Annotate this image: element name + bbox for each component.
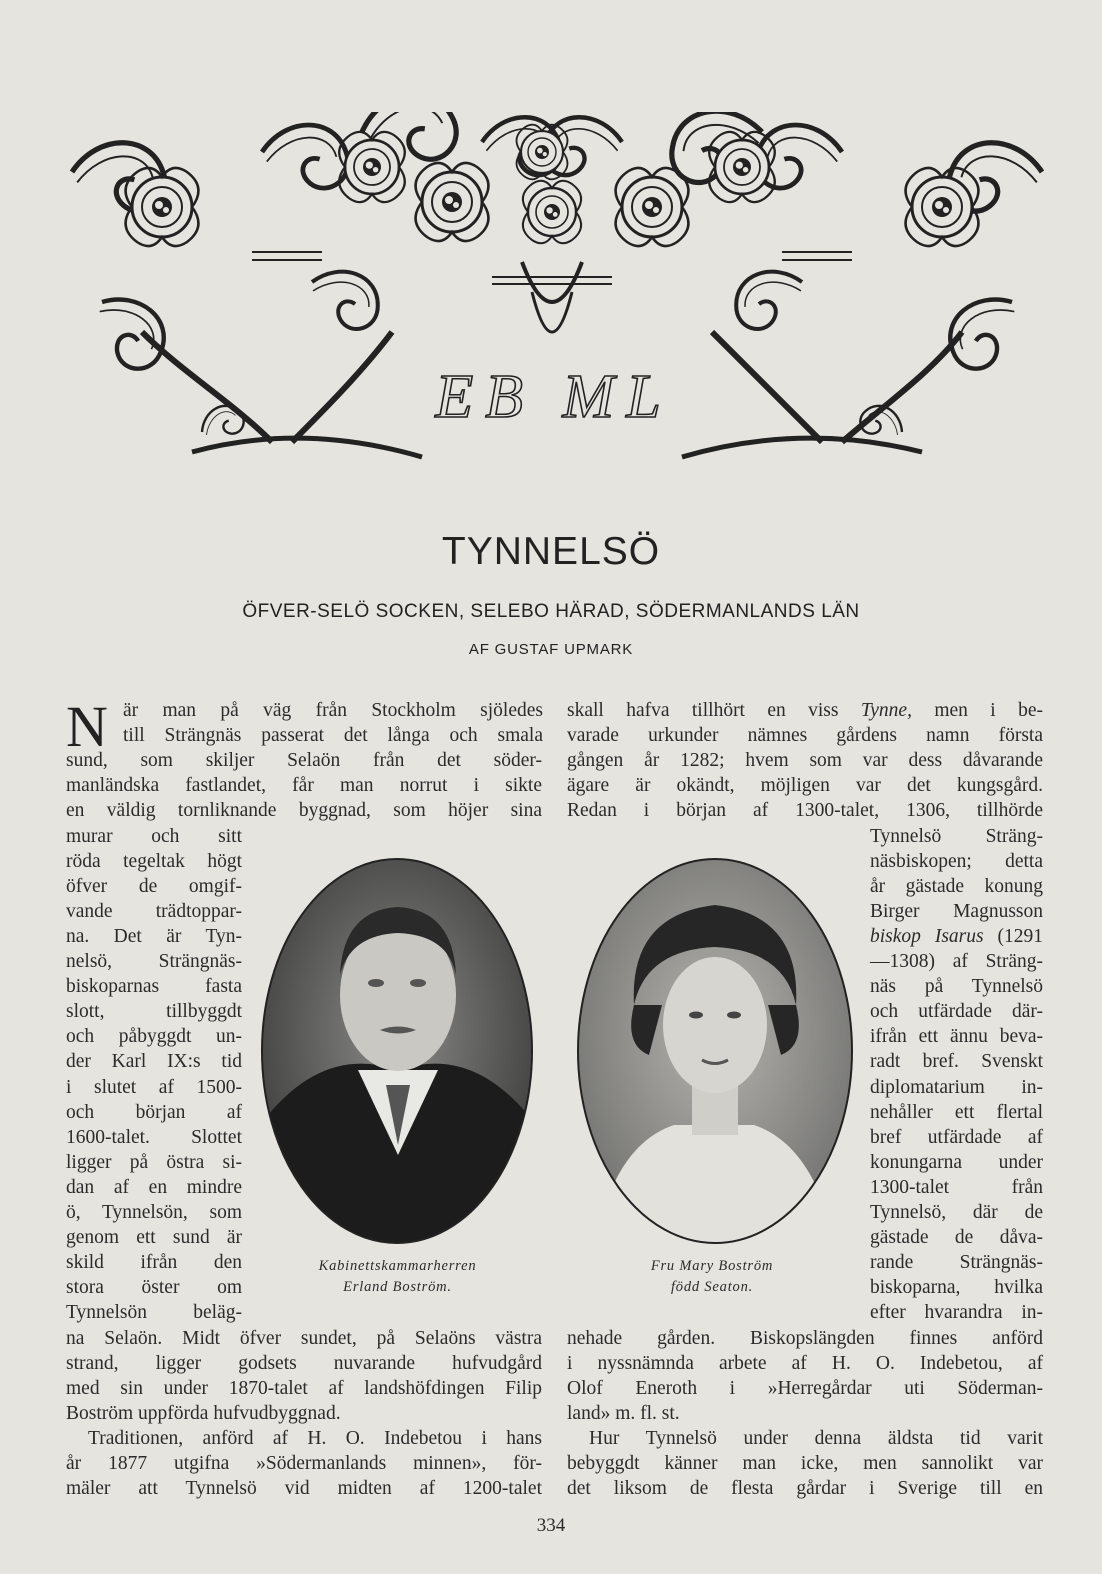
left-column-line: en väldig tornliknande byggnad, som höjer sina bbox=[66, 800, 542, 822]
caption-left-line-1: Kabinettskammarherren bbox=[318, 1258, 477, 1274]
right-column-line: radt bref. Svenskt bbox=[870, 1051, 1043, 1073]
ornamental-header bbox=[62, 112, 1046, 472]
left-column-line: år 1877 utgifna »Södermanlands minnen», för- bbox=[66, 1453, 542, 1474]
left-column-line: i slutet af 1500- bbox=[66, 1076, 242, 1098]
right-column-line: biskop Isarus (1291 bbox=[870, 925, 1044, 947]
right-column-line: och utfärdade där- bbox=[870, 1001, 1043, 1023]
caption-left bbox=[290, 1256, 505, 1298]
right-column-line: Tynnelsö Sträng- bbox=[870, 825, 1043, 847]
caption-right bbox=[612, 1256, 812, 1298]
right-column-line: Hur Tynnelsö under denna äldsta tid varit bbox=[589, 1427, 1043, 1449]
right-column-line: ifrån ett ännu beva- bbox=[870, 1026, 1043, 1048]
right-column-line: Redan i början af 1300-talet, 1306, tillhörde bbox=[567, 800, 1043, 822]
left-column-line: strand, ligger godsets nuvarande hufvudgård bbox=[66, 1352, 542, 1374]
left-column-line: med sin under 1870-talet af landshöfdingen Filip bbox=[66, 1377, 542, 1399]
left-column-line: till Strängnäs passerat det långa och smala bbox=[123, 725, 543, 747]
left-column-line: Tynnelsön beläg- bbox=[66, 1302, 242, 1324]
left-column-line: nelsö, Strängnäs- bbox=[66, 951, 242, 972]
caption-left-line-2: Erland Boström. bbox=[343, 1279, 452, 1295]
right-column-line: näsbiskopen; detta bbox=[870, 850, 1043, 872]
byline: AF GUSTAF UPMARK bbox=[468, 641, 634, 658]
left-column-line: 1600-talet. Slottet bbox=[66, 1126, 242, 1148]
left-column-line: slott, tillbyggdt bbox=[66, 1001, 242, 1023]
left-column-line: der Karl IX:s tid bbox=[66, 1051, 242, 1073]
left-column-line: na Selaön. Midt öfver sundet, på Selaöns västra bbox=[66, 1327, 542, 1349]
left-column-line: na. Det är Tyn- bbox=[66, 925, 242, 947]
right-column-line: gången år 1282; hvem som var dess dåvarande bbox=[567, 750, 1043, 772]
right-column-line: biskoparna, hvilka bbox=[870, 1277, 1043, 1299]
caption-right-line-1: Fru Mary Boström bbox=[650, 1258, 774, 1274]
right-column-line: Birger Magnusson bbox=[870, 900, 1043, 922]
left-column-line: vande trädtoppar- bbox=[66, 900, 242, 922]
right-column-line: bref utfärdade af bbox=[870, 1126, 1043, 1148]
left-column-line: ligger på östra si- bbox=[66, 1151, 242, 1173]
right-column-line: näs på Tynnelsö bbox=[870, 976, 1043, 998]
left-column-line: mäler att Tynnelsö vid midten af 1200-talet bbox=[66, 1478, 542, 1500]
right-column-line: land» m. fl. st. bbox=[567, 1402, 680, 1424]
right-column-line: Olof Eneroth i »Herregårdar uti Söderman- bbox=[567, 1377, 1043, 1399]
right-column-line: i nyssnämnda arbete af H. O. Indebetou, af bbox=[567, 1352, 1043, 1374]
left-column-line: murar och sitt bbox=[66, 825, 242, 847]
right-column-line: —1308) af Sträng- bbox=[870, 951, 1043, 972]
right-column-line: gästade de dåva- bbox=[870, 1227, 1043, 1249]
right-column-line: diplomatarium in- bbox=[870, 1076, 1043, 1098]
right-column-line: ägare är okändt, möjligen var det kungsgård. bbox=[567, 775, 1043, 797]
right-column-line: efter hvarandra in- bbox=[870, 1302, 1043, 1324]
left-column-line: genom ett sund är bbox=[66, 1227, 242, 1249]
left-column-line: Boström uppförda hufvudbyggnad. bbox=[66, 1402, 341, 1424]
left-column-line: manländska fastlandet, får man norrut i sikte bbox=[66, 775, 542, 797]
right-column-line: 1300-talet från bbox=[870, 1176, 1043, 1198]
right-column-line: år gästade konung bbox=[870, 875, 1043, 897]
caption-right-line-2: född Seaton. bbox=[670, 1279, 754, 1295]
left-column-line: dan af en mindre bbox=[66, 1176, 242, 1198]
right-column-line: rande Strängnäs- bbox=[870, 1252, 1043, 1274]
left-column-line: och påbyggdt un- bbox=[66, 1026, 242, 1048]
right-column-line: skall hafva tillhört en viss Tynne, men i be- bbox=[567, 700, 1044, 721]
right-column-line: Tynnelsö, där de bbox=[870, 1202, 1043, 1223]
left-column-line: öfver de omgif- bbox=[66, 875, 242, 897]
right-column-line: varade urkunder nämnes gårdens namn första bbox=[567, 725, 1043, 747]
portrait-mary-bostrom bbox=[574, 855, 856, 1247]
right-column-line: konungarna under bbox=[870, 1151, 1043, 1173]
left-column-line: biskoparnas fasta bbox=[66, 976, 242, 998]
right-column-line: det liksom de flesta gårdar i Sverige till en bbox=[567, 1478, 1043, 1500]
monogram: EB ML bbox=[435, 363, 673, 431]
right-column-line: nehåller ett flertal bbox=[870, 1101, 1043, 1123]
left-column-line: ö, Tynnelsön, som bbox=[66, 1202, 242, 1223]
left-column-line: är man på väg från Stockholm sjöledes bbox=[123, 700, 543, 721]
left-column-line: sund, som skiljer Selaön från det söder- bbox=[66, 750, 542, 772]
left-column-line: skild ifrån den bbox=[66, 1252, 242, 1274]
subtitle: ÖFVER-SELÖ SOCKEN, SELEBO HÄRAD, SÖDERMANLANDS LÄN bbox=[242, 601, 860, 622]
page-title: TYNNELSÖ bbox=[441, 530, 661, 573]
left-column-line: och början af bbox=[66, 1101, 242, 1123]
drop-cap: N bbox=[66, 694, 108, 759]
right-column-line: bebyggdt känner man icke, men sannolikt var bbox=[567, 1453, 1043, 1474]
portrait-erland-bostrom bbox=[258, 855, 536, 1247]
page-number: 334 bbox=[536, 1515, 566, 1536]
left-column-line: stora öster om bbox=[66, 1277, 242, 1299]
right-column-line: nehade gården. Biskopslängden finnes anförd bbox=[567, 1327, 1043, 1349]
left-column-line: röda tegeltak högt bbox=[66, 850, 242, 872]
left-column-line: Traditionen, anförd af H. O. Indebetou i hans bbox=[88, 1427, 542, 1449]
